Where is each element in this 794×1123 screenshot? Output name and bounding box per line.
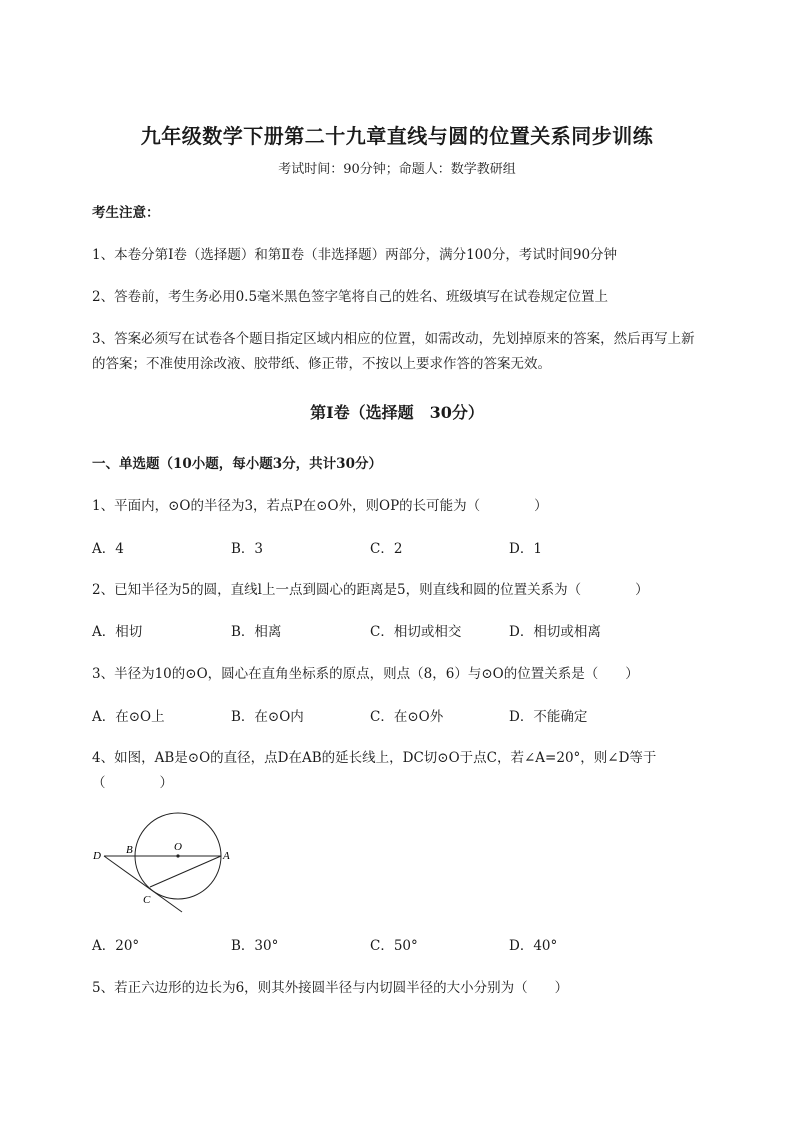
part-heading: 第I卷（选择题 30分） <box>310 403 484 422</box>
notice-item-3: 3、答案必须写在试卷各个题目指定区域内相应的位置，如需改动，先划掉原来的答案，然后再写上新 <box>92 331 695 347</box>
circle-tangent-figure <box>88 808 248 918</box>
question-2-stem: 2、已知半径为5的圆，直线l上一点到圆心的距离是5，则直线和圆的位置关系为（ ） <box>92 582 649 598</box>
q4-option-d: D．40° <box>509 938 558 954</box>
label-o: O <box>174 841 182 853</box>
q1-option-c: C．2 <box>370 541 403 557</box>
question-4-stem: 4、如图，AB是⊙O的直径，点D在AB的延长线上，DC切⊙O于点C，若∠A=20°，则∠D等于 <box>92 750 657 766</box>
question-4-stem-cont: （ ） <box>92 775 173 791</box>
notice-item-3-cont: 的答案；不准使用涂改液、胶带纸、修正带，不按以上要求作答的答案无效。 <box>92 356 551 372</box>
q4-option-b: B．30° <box>231 938 279 954</box>
q2-option-d: D．相切或相离 <box>509 624 601 640</box>
q1-option-d: D．1 <box>509 541 542 557</box>
q3-option-d: D．不能确定 <box>509 709 588 725</box>
label-d: D <box>93 850 101 862</box>
q4-option-a: A．20° <box>92 938 140 954</box>
label-a: A <box>223 850 230 862</box>
q4-option-c: C．50° <box>370 938 418 954</box>
q3-option-a: A．在⊙O上 <box>92 709 165 725</box>
q3-option-b: B．在⊙O内 <box>231 709 304 725</box>
label-c: C <box>143 894 151 906</box>
center-point <box>176 854 179 857</box>
label-b: B <box>126 844 133 856</box>
question-1-stem: 1、平面内，⊙O的半径为3，若点P在⊙O外，则OP的长可能为（ ） <box>92 498 548 514</box>
q2-option-a: A．相切 <box>92 624 143 640</box>
chord-ac-line <box>150 856 221 887</box>
document-subtitle: 考试时间：90分钟；命题人：数学教研组 <box>278 162 516 177</box>
q1-option-b: B．3 <box>231 541 264 557</box>
section-heading: 一、单选题（10小题，每小题3分，共计30分） <box>92 456 382 472</box>
q2-option-c: C．相切或相交 <box>370 624 462 640</box>
notice-item-2: 2、答卷前，考生务必用0.5毫米黑色签字笔将自己的姓名、班级填写在试卷规定位置上 <box>92 289 609 305</box>
q1-option-a: A．4 <box>92 541 124 557</box>
q3-option-c: C．在⊙O外 <box>370 709 444 725</box>
notice-heading: 考生注意： <box>92 205 160 221</box>
q2-option-b: B．相离 <box>231 624 282 640</box>
question-3-stem: 3、半径为10的⊙O，圆心在直角坐标系的原点，则点（8，6）与⊙O的位置关系是（ ） <box>92 666 639 682</box>
document-title: 九年级数学下册第二十九章直线与圆的位置关系同步训练 <box>140 124 654 148</box>
question-5-stem: 5、若正六边形的边长为6，则其外接圆半径与内切圆半径的大小分别为（ ） <box>92 980 569 996</box>
notice-item-1: 1、本卷分第I卷（选择题）和第Ⅱ卷（非选择题）两部分，满分100分，考试时间90分钟 <box>92 247 618 263</box>
